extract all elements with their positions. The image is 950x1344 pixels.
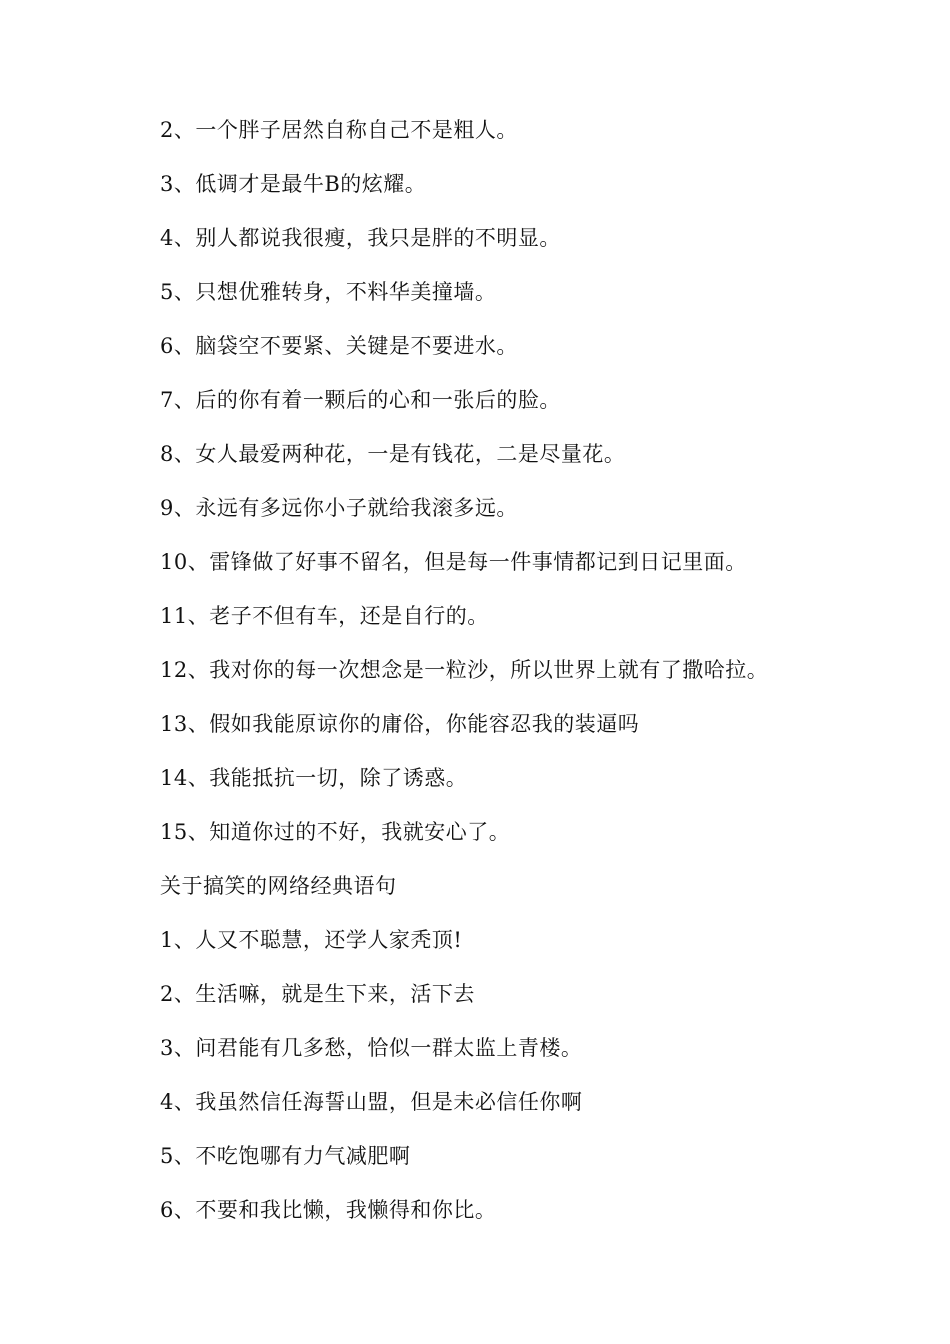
text-line: 8、女人最爱两种花，一是有钱花，二是尽量花。 [160,442,626,466]
text-line: 3、问君能有几多愁，恰似一群太监上青楼。 [160,1036,583,1060]
text-line: 2、生活嘛，就是生下来，活下去 [160,982,475,1006]
text-line: 15、知道你过的不好，我就安心了。 [160,820,511,844]
section-heading: 关于搞笑的网络经典语句 [160,874,397,898]
text-line: 5、不吃饱哪有力气减肥啊 [160,1144,411,1168]
text-line: 13、假如我能原谅你的庸俗，你能容忍我的装逼吗 [160,712,640,736]
text-line: 11、老子不但有车，还是自行的。 [160,604,489,628]
text-line: 3、低调才是最牛B的炫耀。 [160,172,427,196]
text-line: 6、不要和我比懒，我懒得和你比。 [160,1198,497,1222]
text-line: 10、雷锋做了好事不留名，但是每一件事情都记到日记里面。 [160,550,747,574]
text-line: 2、一个胖子居然自称自己不是粗人。 [160,118,518,142]
text-line: 9、永远有多远你小子就给我滚多远。 [160,496,518,520]
text-line: 6、脑袋空不要紧、关键是不要进水。 [160,334,518,358]
text-line: 1、人又不聪慧，还学人家秃顶! [160,928,463,952]
text-line: 7、后的你有着一颗后的心和一张后的脸。 [160,388,561,412]
text-lines [160,112,860,1246]
text-line: 12、我对你的每一次想念是一粒沙，所以世界上就有了撒哈拉。 [160,658,769,682]
text-line: 5、只想优雅转身，不料华美撞墙。 [160,280,497,304]
text-line: 14、我能抵抗一切，除了诱惑。 [160,766,468,790]
text-line: 4、我虽然信任海誓山盟，但是未必信任你啊 [160,1090,583,1114]
text-line: 4、别人都说我很瘦，我只是胖的不明显。 [160,226,561,250]
